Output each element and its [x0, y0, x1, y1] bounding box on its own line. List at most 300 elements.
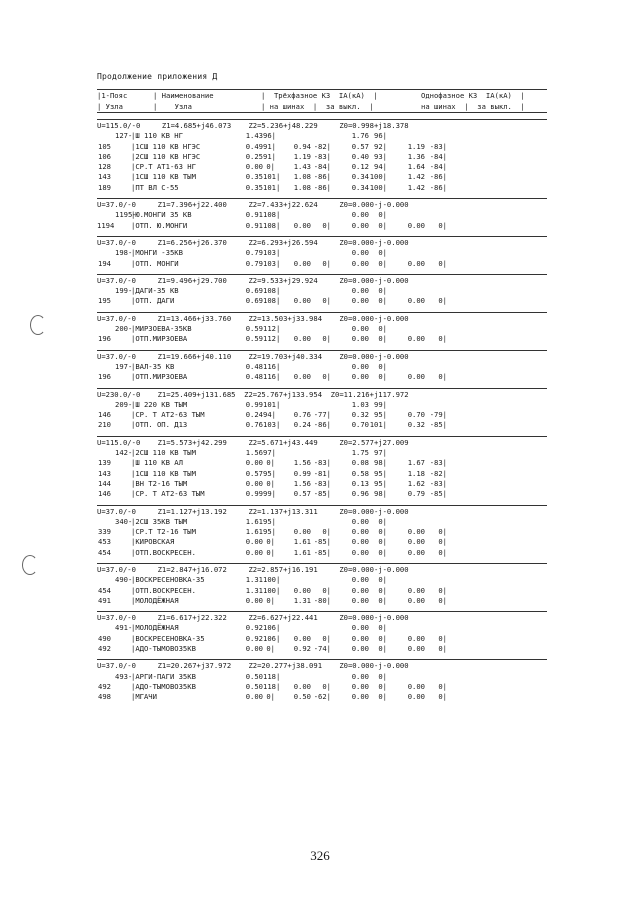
three-phase-breaker-angle	[311, 362, 331, 372]
single-phase-breaker-angle: -86|	[429, 182, 447, 192]
three-phase-breaker	[275, 362, 311, 372]
three-phase-angle: 118|	[263, 681, 281, 691]
bus-code	[115, 162, 131, 172]
single-phase-bus: 0.32	[351, 410, 369, 420]
single-phase-breaker: 0.00	[407, 692, 425, 702]
bus-code	[115, 372, 131, 382]
bus-code	[115, 634, 131, 644]
node-name: |МОНГИ -35КВ	[131, 248, 183, 258]
table-row	[97, 210, 547, 220]
section-summary: U=37.0/-0 Z1=7.396+j22.400 Z2=7.433+j22.624 Z0=0.000-j-0.000	[97, 200, 409, 210]
single-phase-breaker	[387, 210, 425, 220]
node-number: 498	[98, 692, 111, 702]
single-phase-angle: 0|	[378, 623, 387, 633]
node-number: 106	[98, 151, 111, 161]
three-phase-angle: 0|	[266, 458, 275, 468]
single-phase-breaker-angle	[425, 448, 447, 458]
section-divider	[97, 611, 547, 612]
three-phase-bus: 0.00	[245, 595, 263, 605]
single-phase-breaker-angle: -84|	[429, 162, 447, 172]
node-number	[97, 400, 115, 410]
table-row	[97, 448, 547, 458]
bus-code: 491-	[115, 623, 133, 633]
node-number: 143	[98, 468, 111, 478]
three-phase-bus: 0.69	[245, 286, 263, 296]
section-divider	[97, 436, 547, 437]
single-phase-angle: 0|	[378, 220, 387, 230]
bus-code: 493-	[115, 671, 133, 681]
single-phase-bus: 0.00	[351, 633, 369, 643]
single-phase-breaker: 0.00	[407, 296, 425, 306]
single-phase-breaker-angle: 0|	[438, 585, 447, 595]
single-phase-bus: 0.40	[351, 151, 369, 161]
three-phase-breaker-angle	[311, 131, 331, 141]
single-phase-bus: 0.00	[351, 220, 369, 230]
node-name: |ОТП.ВОСКРЕСЕН.	[131, 585, 196, 595]
node-number	[97, 362, 115, 372]
three-phase-bus: 0.48	[245, 372, 263, 382]
single-phase-angle: 96|	[374, 131, 387, 141]
three-phase-breaker: 0.00	[293, 258, 311, 268]
three-phase-breaker-angle: -85|	[313, 489, 331, 499]
single-phase-breaker-angle: 0|	[438, 537, 447, 547]
three-phase-bus: 0.99	[245, 489, 263, 499]
single-phase-bus: 0.00	[351, 681, 369, 691]
node-number: 339	[98, 527, 111, 537]
single-phase-breaker: 1.62	[407, 478, 425, 488]
bus-code	[115, 334, 131, 344]
three-phase-angle: 91|	[263, 141, 276, 151]
three-phase-breaker: 0.00	[293, 334, 311, 344]
node-name: |МИРЗОЕВА-35КВ	[131, 324, 192, 334]
table-row	[97, 162, 547, 172]
node-number: 128	[98, 162, 111, 172]
three-phase-breaker: 1.56	[293, 458, 311, 468]
single-phase-angle: 0|	[378, 692, 387, 702]
three-phase-breaker	[275, 210, 311, 220]
three-phase-bus: 0.00	[245, 162, 263, 172]
table-row	[97, 420, 547, 430]
three-phase-angle: 0|	[266, 478, 275, 488]
three-phase-bus: 0.79	[245, 248, 263, 258]
single-phase-bus: 0.00	[351, 585, 369, 595]
three-phase-breaker-angle	[311, 286, 331, 296]
single-phase-breaker	[387, 672, 425, 682]
section-summary: U=37.0/-0 Z1=6.256+j26.370 Z2=6.293+j26.594 Z0=0.000-j-0.000	[97, 237, 409, 247]
bus-code	[115, 537, 131, 547]
three-phase-bus: 0.91	[245, 220, 263, 230]
three-phase-angle: 116|	[263, 361, 281, 371]
bus-code: 198-	[115, 248, 133, 258]
single-phase-breaker-angle: 0|	[438, 633, 447, 643]
node-name: |СР. Т АТ2-63 ТЫМ	[131, 410, 205, 420]
three-phase-bus: 0.59	[245, 324, 263, 334]
three-phase-breaker-angle: -85|	[313, 537, 331, 547]
three-phase-breaker	[275, 575, 311, 585]
node-number: 491	[98, 595, 111, 605]
three-phase-angle: 108|	[263, 296, 281, 306]
three-phase-breaker-angle	[311, 448, 331, 458]
three-phase-bus: 0.50	[245, 671, 263, 681]
single-phase-breaker-angle: 0|	[438, 681, 447, 691]
section-divider	[97, 119, 547, 120]
single-phase-bus: 1.76	[351, 131, 369, 141]
section-divider	[97, 236, 547, 237]
node-number	[97, 623, 115, 633]
three-phase-breaker-angle: -86|	[313, 182, 331, 192]
single-phase-breaker: 0.00	[407, 258, 425, 268]
single-phase-breaker	[387, 248, 425, 258]
three-phase-breaker-angle: -74|	[313, 644, 331, 654]
section-divider	[97, 350, 547, 351]
three-phase-breaker: 1.61	[293, 537, 311, 547]
table-row	[97, 644, 547, 654]
three-phase-bus: 0.00	[245, 547, 263, 557]
three-phase-bus: 0.69	[245, 296, 263, 306]
node-name: |ВАЛ-35 КВ	[131, 361, 175, 371]
header-cell: | Наименование	[153, 91, 214, 100]
single-phase-angle: 0|	[378, 537, 387, 547]
single-phase-angle: 0|	[378, 334, 387, 344]
bus-code	[115, 259, 131, 269]
three-phase-breaker-angle: 0|	[322, 681, 331, 691]
single-phase-breaker-angle	[425, 362, 447, 372]
single-phase-breaker-angle: 0|	[438, 692, 447, 702]
single-phase-breaker-angle: 0|	[438, 595, 447, 605]
single-phase-breaker: 0.00	[407, 633, 425, 643]
single-phase-angle: 99|	[374, 399, 387, 409]
node-name: |МГАЧИ	[131, 692, 157, 702]
single-phase-angle: 0|	[378, 372, 387, 382]
node-name: |Ш 220 КВ ТЫМ	[131, 399, 188, 409]
single-phase-angle: 0|	[378, 547, 387, 557]
node-number: 1194	[97, 220, 115, 230]
node-number: 139	[98, 458, 111, 468]
node-number: 492	[98, 644, 111, 654]
three-phase-angle: 94|	[263, 410, 276, 420]
three-phase-bus: 1.31	[245, 575, 263, 585]
single-phase-bus: 0.58	[351, 468, 369, 478]
three-phase-breaker	[275, 131, 311, 141]
three-phase-breaker: 1.19	[293, 151, 311, 161]
header-cell: |1-Пояс	[97, 91, 128, 100]
three-phase-bus: 0.91	[245, 210, 263, 220]
single-phase-angle: 0|	[378, 324, 387, 334]
node-name: |МОЛОДЁЖНАЯ	[131, 595, 179, 605]
single-phase-breaker: 1.36	[407, 151, 425, 161]
three-phase-breaker-angle	[311, 210, 331, 220]
table-row	[97, 410, 547, 420]
single-phase-breaker-angle: -85|	[429, 489, 447, 499]
three-phase-breaker	[275, 324, 311, 334]
single-phase-breaker-angle	[425, 672, 447, 682]
single-phase-breaker-angle: 0|	[438, 372, 447, 382]
binder-hole-mark	[30, 315, 46, 335]
single-phase-angle: 100|	[369, 172, 387, 182]
three-phase-angle: 0|	[266, 162, 275, 172]
node-number: 105	[98, 141, 111, 151]
three-phase-angle: 95|	[263, 468, 276, 478]
single-phase-breaker: 0.00	[407, 527, 425, 537]
single-phase-bus: 0.00	[351, 623, 369, 633]
three-phase-bus: 0.25	[245, 151, 263, 161]
single-phase-breaker: 0.00	[407, 372, 425, 382]
three-phase-breaker-angle: 0|	[322, 633, 331, 643]
three-phase-breaker	[275, 286, 311, 296]
section-block	[97, 119, 547, 193]
three-phase-angle: 112|	[263, 324, 281, 334]
single-phase-bus: 0.34	[351, 172, 369, 182]
single-phase-breaker: 0.32	[407, 420, 425, 430]
section-divider	[97, 312, 547, 313]
single-phase-angle: 0|	[378, 671, 387, 681]
node-name: |ОТП. МОНГИ	[131, 258, 179, 268]
three-phase-bus: 1.31	[245, 585, 263, 595]
node-number: 196	[98, 334, 111, 344]
bus-code	[115, 692, 131, 702]
header-row-1	[97, 90, 547, 101]
node-name: |ОТП. Ю.МОНГИ	[131, 220, 188, 230]
bus-code	[115, 420, 131, 430]
single-phase-angle: 0|	[378, 286, 387, 296]
single-phase-breaker	[387, 448, 425, 458]
single-phase-bus: 0.34	[351, 182, 369, 192]
node-number	[97, 286, 115, 296]
node-number: 453	[98, 537, 111, 547]
single-phase-angle: 0|	[378, 516, 387, 526]
header-cell: | Узла	[153, 102, 192, 111]
node-name: |ОТП. ОП. Д13	[131, 420, 188, 430]
node-number	[97, 210, 115, 220]
single-phase-breaker-angle	[425, 210, 447, 220]
three-phase-angle: 108|	[263, 220, 281, 230]
table-row	[97, 527, 547, 537]
section-summary: U=37.0/-0 Z1=20.267+j37.972 Z2=20.277+j38.091 Z0=0.000-j-0.000	[97, 661, 409, 671]
single-phase-breaker	[387, 575, 425, 585]
node-number: 490	[98, 633, 111, 643]
single-phase-breaker: 1.42	[407, 182, 425, 192]
single-phase-angle: 98|	[374, 458, 387, 468]
section-block	[97, 505, 547, 558]
bus-code	[115, 479, 131, 489]
section-block	[97, 436, 547, 500]
single-phase-breaker-angle: 0|	[438, 334, 447, 344]
node-name: |Ю.МОНГИ 35 КВ	[131, 210, 192, 220]
table-row	[97, 221, 547, 231]
table-row	[97, 372, 547, 382]
node-number	[97, 517, 115, 527]
bus-code	[115, 221, 131, 231]
single-phase-angle: 93|	[374, 151, 387, 161]
single-phase-breaker: 0.79	[407, 489, 425, 499]
binder-hole-mark	[22, 555, 38, 575]
single-phase-breaker: 0.00	[407, 537, 425, 547]
three-phase-breaker: 1.31	[293, 595, 311, 605]
table-header	[97, 89, 547, 113]
table-row	[97, 469, 547, 479]
three-phase-breaker: 1.56	[293, 478, 311, 488]
bus-code: 340-	[115, 516, 133, 526]
three-phase-breaker-angle: -77|	[313, 410, 331, 420]
three-phase-breaker-angle: -83|	[313, 151, 331, 161]
table-row	[97, 183, 547, 193]
bus-code	[115, 596, 131, 606]
single-phase-angle: 97|	[374, 448, 387, 458]
three-phase-angle: 100|	[263, 575, 281, 585]
three-phase-angle: 95|	[263, 516, 276, 526]
three-phase-bus: 0.50	[245, 681, 263, 691]
node-number: 194	[98, 258, 111, 268]
single-phase-breaker-angle	[425, 575, 447, 585]
three-phase-breaker	[275, 623, 311, 633]
single-phase-bus: 0.57	[351, 141, 369, 151]
section-divider	[97, 198, 547, 199]
node-name: |1СШ 110 КВ ТЫМ	[131, 468, 196, 478]
three-phase-breaker-angle	[311, 517, 331, 527]
section-divider	[97, 505, 547, 506]
single-phase-bus: 0.00	[351, 692, 369, 702]
three-phase-bus: 0.92	[245, 623, 263, 633]
three-phase-breaker: 0.00	[293, 220, 311, 230]
single-phase-breaker: 0.00	[407, 595, 425, 605]
three-phase-breaker-angle: -84|	[313, 162, 331, 172]
three-phase-bus: 1.61	[245, 527, 263, 537]
single-phase-breaker-angle: 0|	[438, 220, 447, 230]
single-phase-breaker-angle: 0|	[438, 258, 447, 268]
three-phase-bus: 0.35	[245, 172, 263, 182]
three-phase-breaker-angle: -82|	[313, 141, 331, 151]
node-number: 146	[98, 489, 111, 499]
three-phase-breaker-angle: 0|	[322, 585, 331, 595]
node-name: |1СШ 110 КВ ТЫМ	[131, 172, 196, 182]
three-phase-bus: 0.00	[245, 537, 263, 547]
single-phase-bus: 0.12	[351, 162, 369, 172]
node-name: |ОТП.МИРЗОЕВА	[131, 372, 188, 382]
node-name: |АДО-ТЫМОВО35КВ	[131, 681, 196, 691]
single-phase-breaker-angle	[425, 131, 447, 141]
section-block	[97, 388, 547, 431]
table-row	[97, 334, 547, 344]
single-phase-angle: 95|	[374, 468, 387, 478]
three-phase-angle: 0|	[266, 595, 275, 605]
three-phase-breaker-angle	[311, 575, 331, 585]
three-phase-breaker-angle: -80|	[313, 595, 331, 605]
three-phase-bus: 0.48	[245, 361, 263, 371]
three-phase-bus: 1.61	[245, 516, 263, 526]
three-phase-angle: 103|	[263, 248, 281, 258]
section-summary: U=37.0/-0 Z1=2.847+j16.072 Z2=2.857+j16.191 Z0=0.000-j-0.000	[97, 564, 409, 574]
single-phase-angle: 0|	[378, 633, 387, 643]
table-row	[97, 286, 547, 296]
node-name: |КИРОВСКАЯ	[131, 537, 175, 547]
three-phase-angle: 100|	[263, 585, 281, 595]
three-phase-breaker-angle: -62|	[313, 692, 331, 702]
bus-code	[115, 644, 131, 654]
table-row	[97, 596, 547, 606]
single-phase-breaker: 1.67	[407, 458, 425, 468]
single-phase-bus: 0.00	[351, 644, 369, 654]
single-phase-bus: 0.00	[351, 286, 369, 296]
three-phase-breaker-angle	[311, 623, 331, 633]
node-number: 210	[98, 420, 111, 430]
sections-container	[97, 119, 547, 703]
table-row	[97, 142, 547, 152]
header-cell: | Узла	[97, 102, 123, 111]
section-block	[97, 312, 547, 345]
table-row	[97, 362, 547, 372]
header-cell: Однофазное КЗ IA(кА) |	[421, 91, 525, 100]
three-phase-angle: 103|	[263, 420, 281, 430]
node-number: 454	[98, 585, 111, 595]
three-phase-bus: 0.92	[245, 633, 263, 643]
header-row-2	[97, 101, 547, 112]
bus-code	[115, 410, 131, 420]
single-phase-bus: 0.00	[351, 334, 369, 344]
single-phase-angle: 0|	[378, 361, 387, 371]
node-name: |ОТП. ДАГИ	[131, 296, 175, 306]
node-number: 196	[98, 372, 111, 382]
node-number: 189	[98, 182, 111, 192]
three-phase-breaker: 1.61	[293, 547, 311, 557]
three-phase-breaker-angle	[311, 400, 331, 410]
three-phase-breaker: 0.00	[293, 633, 311, 643]
three-phase-angle: 0|	[266, 537, 275, 547]
three-phase-breaker: 1.08	[293, 172, 311, 182]
single-phase-angle: 0|	[378, 575, 387, 585]
three-phase-breaker: 0.76	[293, 410, 311, 420]
single-phase-angle: 0|	[378, 258, 387, 268]
single-phase-angle: 0|	[378, 681, 387, 691]
single-phase-breaker: 0.00	[407, 220, 425, 230]
node-number	[97, 672, 115, 682]
three-phase-breaker: 0.00	[293, 585, 311, 595]
single-phase-breaker-angle: 0|	[438, 296, 447, 306]
three-phase-breaker-angle: -86|	[313, 172, 331, 182]
header-cell: | Трёхфазное КЗ IA(кА) |	[261, 91, 378, 100]
single-phase-breaker	[387, 362, 425, 372]
node-name: |1СШ 110 КВ НГЭС	[131, 141, 201, 151]
node-number	[97, 448, 115, 458]
three-phase-angle: 101|	[263, 172, 281, 182]
table-row	[97, 324, 547, 334]
three-phase-bus: 0.99	[245, 399, 263, 409]
single-phase-breaker-angle: -79|	[429, 410, 447, 420]
three-phase-bus: 1.56	[245, 448, 263, 458]
bus-code: 1195-	[115, 210, 137, 220]
node-name: |Ш 110 КВ НГ	[131, 131, 183, 141]
single-phase-angle: 0|	[378, 644, 387, 654]
single-phase-breaker	[387, 517, 425, 527]
section-divider	[97, 563, 547, 564]
three-phase-breaker-angle: -86|	[313, 420, 331, 430]
single-phase-breaker: 0.00	[407, 334, 425, 344]
table-row	[97, 259, 547, 269]
table-row	[97, 248, 547, 258]
three-phase-angle: 116|	[263, 372, 281, 382]
node-name: |ВОСКРЕСЕНОВКА-35	[131, 633, 205, 643]
bus-code: 490-	[115, 575, 133, 585]
node-number: 195	[98, 296, 111, 306]
single-phase-angle: 0|	[378, 585, 387, 595]
table-row	[97, 172, 547, 182]
three-phase-breaker-angle: -83|	[313, 458, 331, 468]
three-phase-angle: 108|	[263, 286, 281, 296]
three-phase-angle: 95|	[263, 527, 276, 537]
three-phase-breaker: 0.57	[293, 489, 311, 499]
node-number: 144	[98, 478, 111, 488]
table-row	[97, 692, 547, 702]
section-divider	[97, 388, 547, 389]
